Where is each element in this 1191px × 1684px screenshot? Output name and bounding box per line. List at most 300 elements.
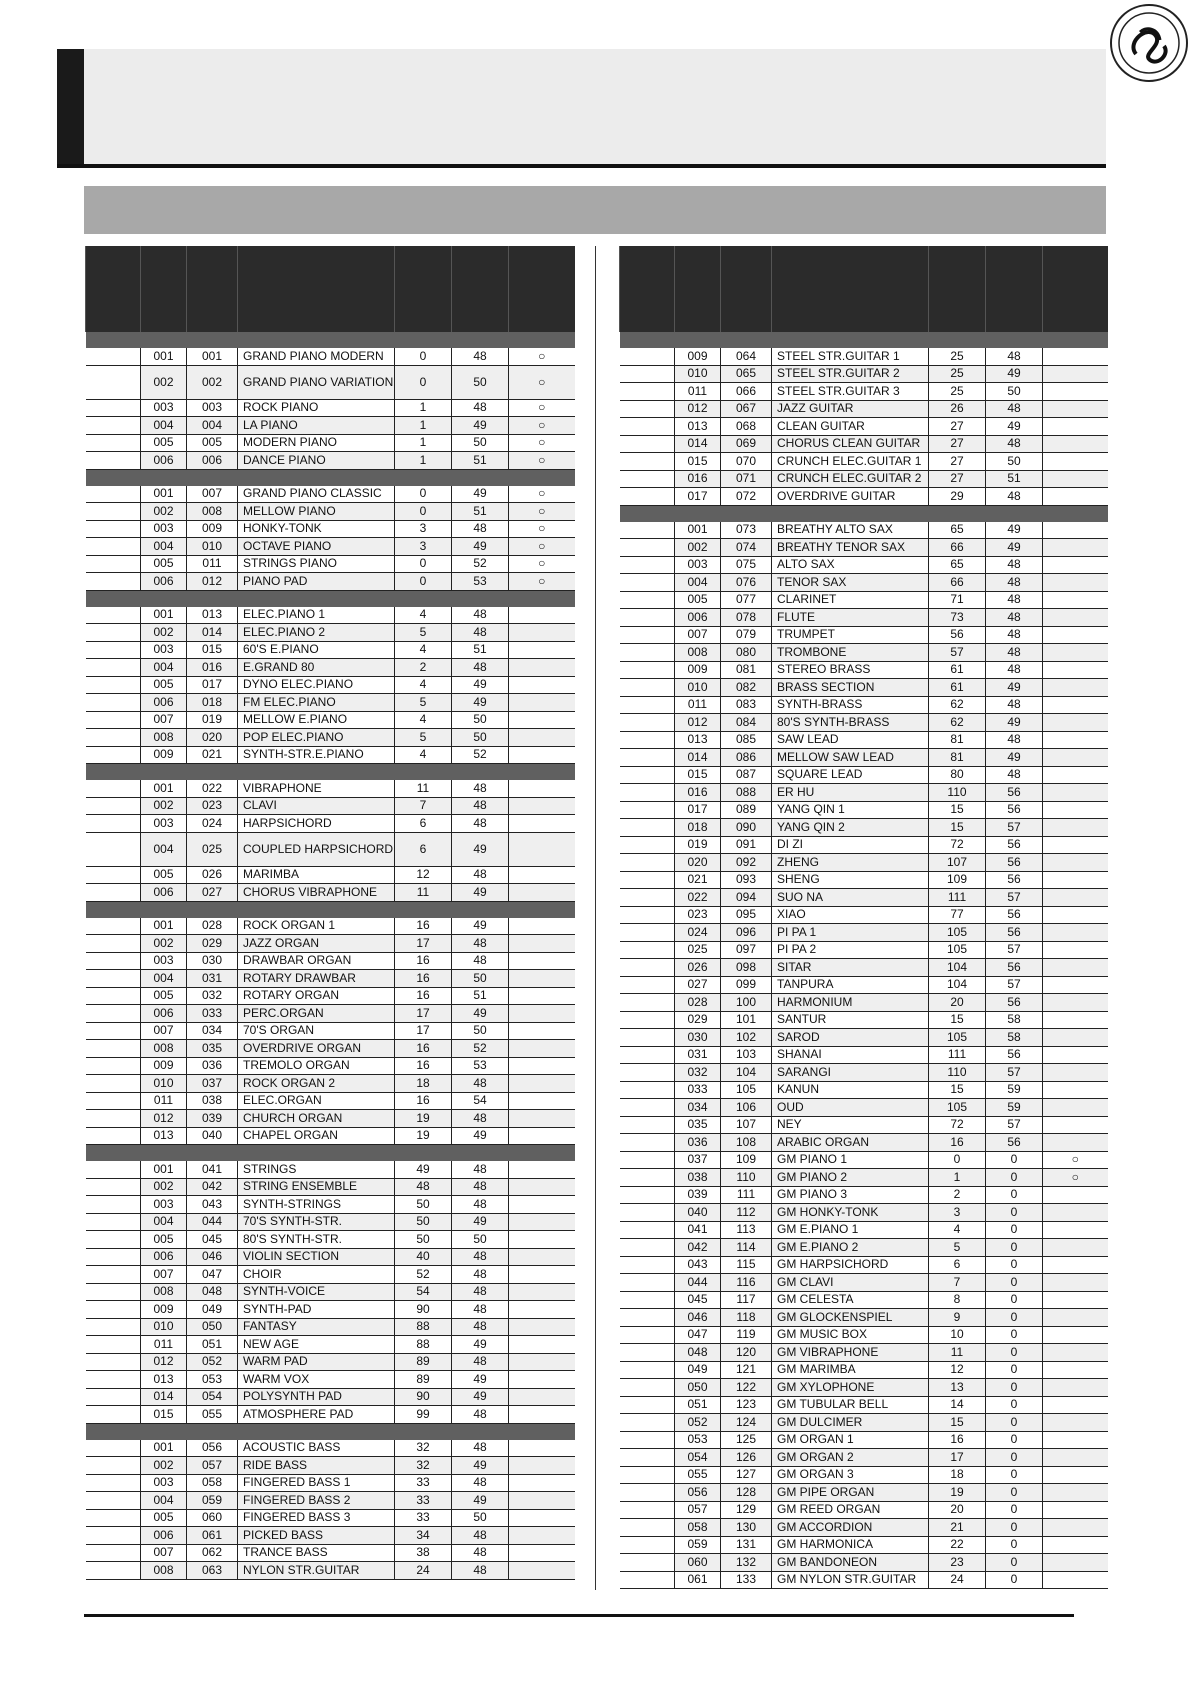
tone-name: OVERDRIVE GUITAR: [772, 488, 929, 506]
program-change: 56: [929, 626, 986, 644]
bank-select-msb: 49: [452, 1213, 509, 1231]
tone-name: ZHENG: [772, 854, 929, 872]
tone-number-in-group: 006: [141, 884, 187, 902]
tone-number-in-group: 013: [141, 1371, 187, 1389]
tone-number-in-group: 002: [141, 365, 187, 399]
tone-number-in-group: 046: [675, 1309, 721, 1327]
bank-select-msb: 51: [452, 503, 509, 521]
group-cell: [620, 819, 675, 837]
tone-row: [620, 941, 1108, 959]
dsp-mark: [509, 1388, 575, 1406]
tone-number: 011: [187, 555, 238, 573]
bank-select-msb: 49: [452, 1005, 509, 1023]
bank-select-msb: 50: [452, 1231, 509, 1249]
program-change: 26: [929, 400, 986, 418]
tone-row: [86, 1474, 575, 1492]
bank-select-msb: 48: [452, 780, 509, 797]
tone-number: 054: [187, 1388, 238, 1406]
section-title-band: [84, 186, 1106, 234]
dsp-mark: [509, 1231, 575, 1249]
group-separator-row: [86, 590, 575, 607]
tone-name: SITAR: [772, 959, 929, 977]
program-change: 22: [929, 1536, 986, 1554]
group-cell: [620, 1011, 675, 1029]
tone-name: NEW AGE: [238, 1336, 395, 1354]
tone-number-in-group: 002: [141, 1457, 187, 1475]
bank-select-msb: 48: [986, 644, 1043, 662]
dsp-mark: [1043, 539, 1108, 557]
tone-number: 088: [721, 784, 772, 802]
tone-row: [620, 1204, 1108, 1222]
tone-row: [86, 987, 575, 1005]
dsp-mark: [509, 694, 575, 712]
group-cell: [86, 452, 141, 470]
bank-select-msb: 48: [452, 624, 509, 642]
tone-row: [620, 1239, 1108, 1257]
dsp-mark: [509, 1283, 575, 1301]
dsp-mark: [1043, 766, 1108, 784]
program-change: 16: [395, 918, 452, 935]
tone-row: [620, 522, 1108, 539]
tone-name: MELLOW E.PIANO: [238, 711, 395, 729]
program-change: 5: [929, 1239, 986, 1257]
tone-number-in-group: 003: [141, 815, 187, 833]
tone-name: 80'S SYNTH-BRASS: [772, 714, 929, 732]
tone-name: GM E.PIANO 2: [772, 1239, 929, 1257]
program-change: 50: [395, 1213, 452, 1231]
program-change: 5: [395, 624, 452, 642]
tone-number-in-group: 055: [675, 1466, 721, 1484]
program-change: 6: [395, 815, 452, 833]
bank-select-msb: 0: [986, 1571, 1043, 1589]
tone-number: 037: [187, 1075, 238, 1093]
tone-name: SYNTH-PAD: [238, 1301, 395, 1319]
program-change: 3: [395, 520, 452, 538]
bank-select-msb: 48: [986, 696, 1043, 714]
tone-row: [86, 1527, 575, 1545]
dsp-mark: [1043, 1466, 1108, 1484]
dsp-mark: [1043, 522, 1108, 539]
group-cell: [86, 624, 141, 642]
bank-select-msb: 49: [452, 884, 509, 902]
tone-row: [86, 1266, 575, 1284]
program-change: 38: [395, 1544, 452, 1562]
dsp-mark: [1043, 994, 1108, 1012]
group-separator: [86, 332, 575, 348]
tone-number: 010: [187, 538, 238, 556]
tone-name: GRAND PIANO VARIATION: [238, 365, 395, 399]
tone-row: [620, 1449, 1108, 1467]
group-cell: [86, 1388, 141, 1406]
program-change: 109: [929, 871, 986, 889]
tone-number: 095: [721, 906, 772, 924]
tone-number-in-group: 020: [675, 854, 721, 872]
dsp-mark: [509, 1110, 575, 1128]
tone-number-in-group: 047: [675, 1326, 721, 1344]
program-change: 65: [929, 556, 986, 574]
tone-number-in-group: 032: [675, 1064, 721, 1082]
tone-number-in-group: 002: [141, 1178, 187, 1196]
program-change: 66: [929, 539, 986, 557]
tone-name: WARM VOX: [238, 1371, 395, 1389]
bank-select-msb: 49: [986, 365, 1043, 383]
program-change: 27: [929, 435, 986, 453]
program-change: 23: [929, 1554, 986, 1572]
tone-row: [86, 1196, 575, 1214]
tone-number-in-group: 006: [141, 1005, 187, 1023]
program-change: 16: [395, 987, 452, 1005]
program-change: 19: [929, 1484, 986, 1502]
program-change: 110: [929, 1064, 986, 1082]
dsp-mark: [509, 1040, 575, 1058]
tone-name: PIANO PAD: [238, 573, 395, 591]
dsp-mark: [1043, 906, 1108, 924]
tone-row: [86, 676, 575, 694]
dsp-mark: [509, 1196, 575, 1214]
tone-row: [86, 1057, 575, 1075]
tone-number: 020: [187, 729, 238, 747]
dsp-mark: [1043, 836, 1108, 854]
tone-number: 003: [187, 399, 238, 417]
tone-name: ATMOSPHERE PAD: [238, 1406, 395, 1424]
bank-select-msb: 57: [986, 1116, 1043, 1134]
dsp-mark: [1043, 1431, 1108, 1449]
header-tab-marker: [57, 49, 84, 167]
group-cell: [620, 1396, 675, 1414]
group-separator: [86, 1145, 575, 1162]
group-cell: [620, 714, 675, 732]
tone-row: [86, 970, 575, 988]
tone-number-in-group: 061: [675, 1571, 721, 1589]
bank-select-msb: 52: [452, 1040, 509, 1058]
tone-number-in-group: 038: [675, 1169, 721, 1187]
tone-row: [620, 836, 1108, 854]
tone-row: [620, 1169, 1108, 1187]
publisher-logo-icon: [1106, 2, 1191, 88]
group-cell: [86, 538, 141, 556]
bank-select-msb: 53: [452, 573, 509, 591]
bank-select-msb: 48: [452, 1196, 509, 1214]
group-cell: [86, 746, 141, 764]
tone-number: 050: [187, 1318, 238, 1336]
tone-name: OCTAVE PIANO: [238, 538, 395, 556]
program-change: 0: [929, 1151, 986, 1169]
bank-select-msb: 56: [986, 854, 1043, 872]
program-change: 32: [395, 1440, 452, 1457]
tone-name: ARABIC ORGAN: [772, 1134, 929, 1152]
group-separator-row: [620, 332, 1108, 348]
group-cell: [86, 365, 141, 399]
tone-name: NEY: [772, 1116, 929, 1134]
tone-row: [86, 1492, 575, 1510]
group-separator-row: [86, 901, 575, 918]
program-change: 50: [395, 1196, 452, 1214]
tone-name: STRINGS PIANO: [238, 555, 395, 573]
bank-select-msb: 48: [452, 1178, 509, 1196]
bank-select-msb: 48: [452, 1562, 509, 1580]
program-change: 33: [395, 1492, 452, 1510]
tone-number-in-group: 010: [675, 679, 721, 697]
group-separator-row: [86, 1423, 575, 1440]
bank-select-msb: 57: [986, 819, 1043, 837]
program-change: 24: [929, 1571, 986, 1589]
tone-number: 100: [721, 994, 772, 1012]
dsp-mark: [509, 1336, 575, 1354]
tone-name: PERC.ORGAN: [238, 1005, 395, 1023]
program-change: 71: [929, 591, 986, 609]
group-cell: [620, 1571, 675, 1589]
tone-row: [620, 714, 1108, 732]
tone-number-in-group: 034: [675, 1099, 721, 1117]
program-change: 27: [929, 470, 986, 488]
group-cell: [86, 1353, 141, 1371]
dsp-mark: ○: [509, 573, 575, 591]
tone-number: 106: [721, 1099, 772, 1117]
group-cell: [620, 644, 675, 662]
group-cell: [620, 766, 675, 784]
group-cell: [86, 1406, 141, 1424]
tone-number-in-group: 027: [675, 976, 721, 994]
tone-number: 027: [187, 884, 238, 902]
tone-row: [620, 1309, 1108, 1327]
program-change: 90: [395, 1388, 452, 1406]
bank-select-msb: 56: [986, 784, 1043, 802]
dsp-mark: [509, 866, 575, 884]
bank-select-msb: 49: [452, 417, 509, 435]
program-change: 73: [929, 609, 986, 627]
bank-select-msb: 0: [986, 1484, 1043, 1502]
tone-name: HARMONIUM: [772, 994, 929, 1012]
tone-number-in-group: 024: [675, 924, 721, 942]
group-separator: [620, 332, 1108, 348]
program-change: 7: [395, 797, 452, 815]
group-cell: [620, 1239, 675, 1257]
group-cell: [620, 1274, 675, 1292]
group-cell: [620, 1116, 675, 1134]
group-separator: [86, 1423, 575, 1440]
bank-select-msb: 48: [986, 609, 1043, 627]
dsp-mark: [1043, 696, 1108, 714]
group-cell: [620, 1064, 675, 1082]
group-cell: [86, 1092, 141, 1110]
tone-number: 030: [187, 952, 238, 970]
dsp-mark: [509, 1492, 575, 1510]
program-change: 52: [395, 1266, 452, 1284]
dsp-mark: [1043, 749, 1108, 767]
tone-number-in-group: 017: [675, 488, 721, 506]
group-cell: [86, 952, 141, 970]
tone-row: [620, 731, 1108, 749]
group-cell: [86, 1248, 141, 1266]
dsp-mark: [1043, 1326, 1108, 1344]
group-cell: [86, 1266, 141, 1284]
group-cell: [86, 486, 141, 503]
bank-select-msb: 49: [452, 676, 509, 694]
tone-row: [620, 924, 1108, 942]
program-change: 105: [929, 1099, 986, 1117]
tone-number-in-group: 009: [675, 661, 721, 679]
tone-row: [86, 1231, 575, 1249]
tone-number-in-group: 005: [141, 676, 187, 694]
tone-number: 084: [721, 714, 772, 732]
tone-name: FINGERED BASS 2: [238, 1492, 395, 1510]
tone-row: [620, 574, 1108, 592]
group-cell: [86, 1213, 141, 1231]
tone-row: [620, 626, 1108, 644]
program-change: 17: [395, 1005, 452, 1023]
tone-name: CRUNCH ELEC.GUITAR 2: [772, 470, 929, 488]
tone-name: STEEL STR.GUITAR 1: [772, 348, 929, 365]
bank-select-msb: 0: [986, 1554, 1043, 1572]
dsp-mark: [1043, 784, 1108, 802]
bank-select-msb: 48: [452, 659, 509, 677]
tone-name: ELEC.PIANO 1: [238, 607, 395, 624]
dsp-mark: [1043, 1239, 1108, 1257]
tone-row: [86, 918, 575, 935]
tone-number-in-group: 013: [675, 731, 721, 749]
tone-number: 104: [721, 1064, 772, 1082]
tone-name: GM ORGAN 1: [772, 1431, 929, 1449]
tone-number: 072: [721, 488, 772, 506]
tone-number-in-group: 009: [141, 1301, 187, 1319]
group-cell: [620, 488, 675, 506]
tone-name: GM TUBULAR BELL: [772, 1396, 929, 1414]
program-change: 99: [395, 1406, 452, 1424]
tone-row: [86, 624, 575, 642]
tone-number-in-group: 013: [141, 1127, 187, 1145]
group-cell: [620, 784, 675, 802]
bank-select-msb: 48: [452, 1440, 509, 1457]
tone-number-in-group: 018: [675, 819, 721, 837]
program-change: 107: [929, 854, 986, 872]
group-cell: [86, 970, 141, 988]
group-cell: [86, 1057, 141, 1075]
group-cell: [86, 1178, 141, 1196]
tone-number-in-group: 050: [675, 1379, 721, 1397]
bank-select-msb: 48: [986, 574, 1043, 592]
tone-name: GM PIANO 1: [772, 1151, 929, 1169]
tone-name: POLYSYNTH PAD: [238, 1388, 395, 1406]
tone-row: [86, 607, 575, 624]
tone-name: PICKED BASS: [238, 1527, 395, 1545]
tone-name: YANG QIN 2: [772, 819, 929, 837]
tone-number: 013: [187, 607, 238, 624]
tone-number-in-group: 001: [141, 1161, 187, 1178]
tone-name: ROTARY ORGAN: [238, 987, 395, 1005]
tone-row: [86, 555, 575, 573]
tone-name: ER HU: [772, 784, 929, 802]
bank-select-msb: 49: [452, 538, 509, 556]
dsp-mark: [1043, 661, 1108, 679]
tone-row: [86, 417, 575, 435]
tone-number-in-group: 004: [141, 1492, 187, 1510]
tone-name: STRING ENSEMBLE: [238, 1178, 395, 1196]
bank-select-msb: 0: [986, 1501, 1043, 1519]
program-change: 16: [929, 1431, 986, 1449]
tone-number-in-group: 012: [675, 714, 721, 732]
bank-select-msb: 49: [452, 1371, 509, 1389]
tone-row: [86, 1318, 575, 1336]
dsp-mark: [1043, 714, 1108, 732]
tone-name: PI PA 2: [772, 941, 929, 959]
tone-row: [620, 854, 1108, 872]
group-cell: [620, 348, 675, 365]
group-cell: [620, 731, 675, 749]
tone-number: 101: [721, 1011, 772, 1029]
group-separator: [86, 590, 575, 607]
tone-number: 129: [721, 1501, 772, 1519]
bank-select-msb: 56: [986, 994, 1043, 1012]
bank-select-msb: 56: [986, 836, 1043, 854]
bank-select-msb: 49: [452, 1336, 509, 1354]
program-change: 16: [395, 1040, 452, 1058]
tone-row: [86, 1283, 575, 1301]
tone-row: [620, 801, 1108, 819]
group-cell: [620, 1081, 675, 1099]
tone-row: [86, 1406, 575, 1424]
program-change: 14: [929, 1396, 986, 1414]
tone-number-in-group: 005: [141, 987, 187, 1005]
program-change: 111: [929, 1046, 986, 1064]
tone-number-in-group: 004: [675, 574, 721, 592]
tone-number-in-group: 007: [141, 1544, 187, 1562]
group-cell: [620, 435, 675, 453]
tone-row: [86, 1388, 575, 1406]
tone-row: [620, 1134, 1108, 1152]
tone-row: [86, 1178, 575, 1196]
program-change: 27: [929, 453, 986, 471]
tone-number-in-group: 002: [141, 624, 187, 642]
dsp-mark: [1043, 1046, 1108, 1064]
tone-number: 112: [721, 1204, 772, 1222]
tone-name: HARPSICHORD: [238, 815, 395, 833]
tone-row: [86, 365, 575, 399]
tone-row: [620, 348, 1108, 365]
program-change: 2: [395, 659, 452, 677]
dsp-mark: ○: [509, 452, 575, 470]
table-body: [86, 332, 575, 1579]
group-cell: [620, 679, 675, 697]
group-cell: [620, 400, 675, 418]
bank-select-msb: 49: [452, 694, 509, 712]
tone-number: 063: [187, 1562, 238, 1580]
dsp-mark: [509, 1248, 575, 1266]
program-change: 104: [929, 959, 986, 977]
bank-select-msb: 59: [986, 1081, 1043, 1099]
group-cell: [620, 1204, 675, 1222]
tone-name: TREMOLO ORGAN: [238, 1057, 395, 1075]
tone-name: 70'S ORGAN: [238, 1022, 395, 1040]
bank-select-msb: 48: [986, 488, 1043, 506]
program-change: 12: [929, 1361, 986, 1379]
tone-name: JAZZ ORGAN: [238, 935, 395, 953]
program-change: 25: [929, 365, 986, 383]
program-change: 48: [395, 1178, 452, 1196]
group-cell: [86, 1301, 141, 1319]
tone-number-in-group: 005: [141, 1231, 187, 1249]
tone-number-in-group: 041: [675, 1221, 721, 1239]
tone-row: [86, 1005, 575, 1023]
tone-row: [86, 659, 575, 677]
tone-row: [620, 1361, 1108, 1379]
bank-select-msb: 52: [452, 746, 509, 764]
tone-name: MELLOW SAW LEAD: [772, 749, 929, 767]
tone-number-in-group: 014: [675, 435, 721, 453]
bank-select-msb: 48: [452, 1161, 509, 1178]
tone-number-in-group: 033: [675, 1081, 721, 1099]
bank-select-msb: 0: [986, 1186, 1043, 1204]
tone-number: 131: [721, 1536, 772, 1554]
